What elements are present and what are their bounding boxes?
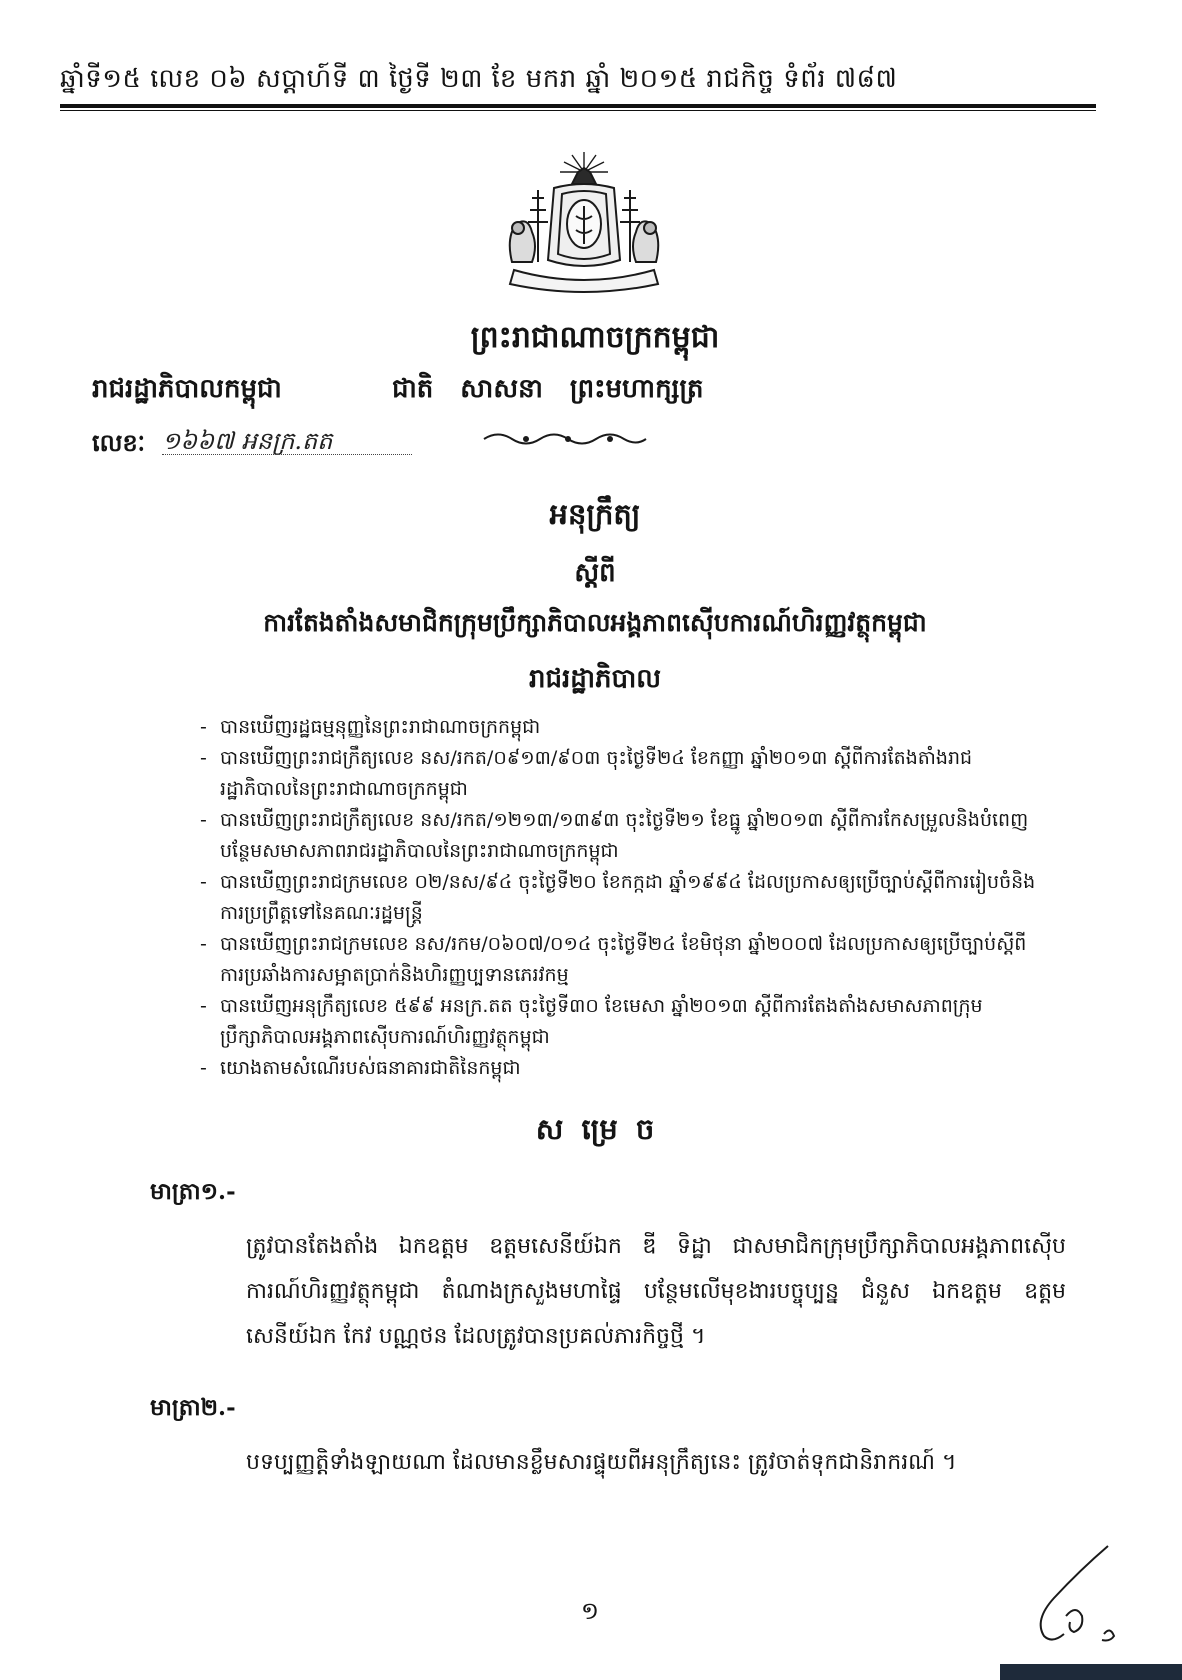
list-item: - យោងតាមសំណើរបស់ធនាគារជាតិនៃកម្ពុជា xyxy=(200,1053,1040,1084)
issuer-heading: រាជរដ្ឋាភិបាល xyxy=(528,664,662,694)
national-motto: ជាតិ សាសនា ព្រះមហាក្សត្រ xyxy=(392,374,704,404)
list-item: - បានឃើញអនុក្រឹត្យលេខ ៥៩៩ អនក្រ.តត ចុះថ្ងៃទី៣០ ខែមេសា ឆ្នាំ២០១៣ ស្តីពីការតែងតាំងសមាសភាពក្រុមប្រឹក្សាភិបាលអង្គភាពស៊ើបការណ៍ហិរញ្ញវត្ថុកម្ពុជា xyxy=(200,991,1040,1053)
reference-number: ១៦៦៧ អនក្រ.តត xyxy=(162,427,333,455)
ornament-divider-icon xyxy=(480,428,650,450)
kingdom-heading: ព្រះរាជាណាចក្រកម្ពុជា xyxy=(470,320,720,355)
gazette-header: ឆ្នាំទី១៥ លេខ ០៦ សប្ដាហ៍ទី ៣ ថ្ងៃទី ២៣ ខែ មករា ឆ្នាំ ២០១៥ រាជកិច្ច ទំព័រ ៧៨៧ xyxy=(60,64,898,94)
document-about: ស្តីពី xyxy=(574,558,616,588)
reference-label: លេខៈ xyxy=(92,428,146,457)
government-label: រាជរដ្ឋាភិបាលកម្ពុជា xyxy=(92,374,282,404)
page-number: ១ xyxy=(580,1597,600,1625)
article-1-heading: មាត្រា១.- xyxy=(150,1178,236,1205)
list-item: - បានឃើញព្រះរាជក្រឹត្យលេខ នស/រកត/១២១៣/១៣៩៣ ចុះថ្ងៃទី២១ ខែធ្នូ ឆ្នាំ២០១៣ ស្តីពីការកែសម្រួលនិងបំពេញបន្ថែមសមាសភាពរាជរដ្ឋាភិបាលនៃព្រះរាជាណាចក្រកម្ពុជា xyxy=(200,805,1040,867)
list-item: - បានឃើញរដ្ឋធម្មនុញ្ញនៃព្រះរាជាណាចក្រកម្ពុជា xyxy=(200,712,1040,743)
article-2-heading: មាត្រា២.- xyxy=(150,1394,236,1421)
article-1-body: ត្រូវបានតែងតាំង ឯកឧត្តម ឧត្តមសេនីយ៍ឯក ឌី ទិដ្ឋា ជាសមាជិកក្រុមប្រឹក្សាភិបាលអង្គភាពស៊ើបការណ៍ហិរញ្ញវត្ថុកម្ពុជា តំណាងក្រសួងមហាផ្ទៃ បន្ថែមលើមុខងារបច្ចុប្បន្ន ជំនួស ឯកឧត្តម ឧត្តមសេនីយ៍ឯក កែវ បណ្ណថន ដែលត្រូវបានប្រគល់ភារកិច្ចថ្មី ។ xyxy=(246,1234,1066,1349)
royal-coat-of-arms-icon xyxy=(492,150,676,300)
considerations-list xyxy=(200,712,1040,1084)
document-subject: ការតែងតាំងសមាជិកក្រុមប្រឹក្សាភិបាលអង្គភាពស៊ើបការណ៍ហិរញ្ញវត្ថុកម្ពុជា xyxy=(263,608,927,637)
list-item: - បានឃើញព្រះរាជក្រមលេខ នស/រកម/០៦០៧/០១៤ ចុះថ្ងៃទី២៤ ខែមិថុនា ឆ្នាំ២០០៧ ដែលប្រកាសឲ្យប្រើច្បាប់ស្តីពីការប្រឆាំងការសម្អាតប្រាក់និងហិរញ្ញប្បទានភេរវកម្ម xyxy=(200,929,1040,991)
handwritten-signature-icon xyxy=(1010,1540,1150,1650)
document-type: អនុក្រឹត្យ xyxy=(549,497,641,531)
list-item: - បានឃើញព្រះរាជក្រឹត្យលេខ នស/រកត/០៩១៣/៩០៣ ចុះថ្ងៃទី២៤ ខែកញ្ញា ឆ្នាំ២០១៣ ស្តីពីការតែងតាំងរាជរដ្ឋាភិបាលនៃព្រះរាជាណាចក្រកម្ពុជា xyxy=(200,743,1040,805)
decision-heading: ស ម្រេ ច xyxy=(535,1112,655,1146)
list-item: - បានឃើញព្រះរាជក្រមលេខ ០២/នស/៩៤ ចុះថ្ងៃទី២០ ខែកក្កដា ឆ្នាំ១៩៩៤ ដែលប្រកាសឲ្យប្រើច្បាប់ស្តីពីការរៀបចំនិងការប្រព្រឹត្តទៅនៃគណៈរដ្ឋមន្ត្រី xyxy=(200,867,1040,929)
header-rule-thin xyxy=(60,110,1096,111)
reference-underline xyxy=(162,454,412,455)
header-rule xyxy=(60,104,1096,108)
scan-edge xyxy=(1000,1664,1182,1680)
article-2-body: បទប្បញ្ញត្តិទាំងឡាយណា ដែលមានខ្លឹមសារផ្ទុយពីអនុក្រឹត្យនេះ ត្រូវចាត់ទុកជានិរាករណ៍ ។ xyxy=(246,1450,957,1475)
